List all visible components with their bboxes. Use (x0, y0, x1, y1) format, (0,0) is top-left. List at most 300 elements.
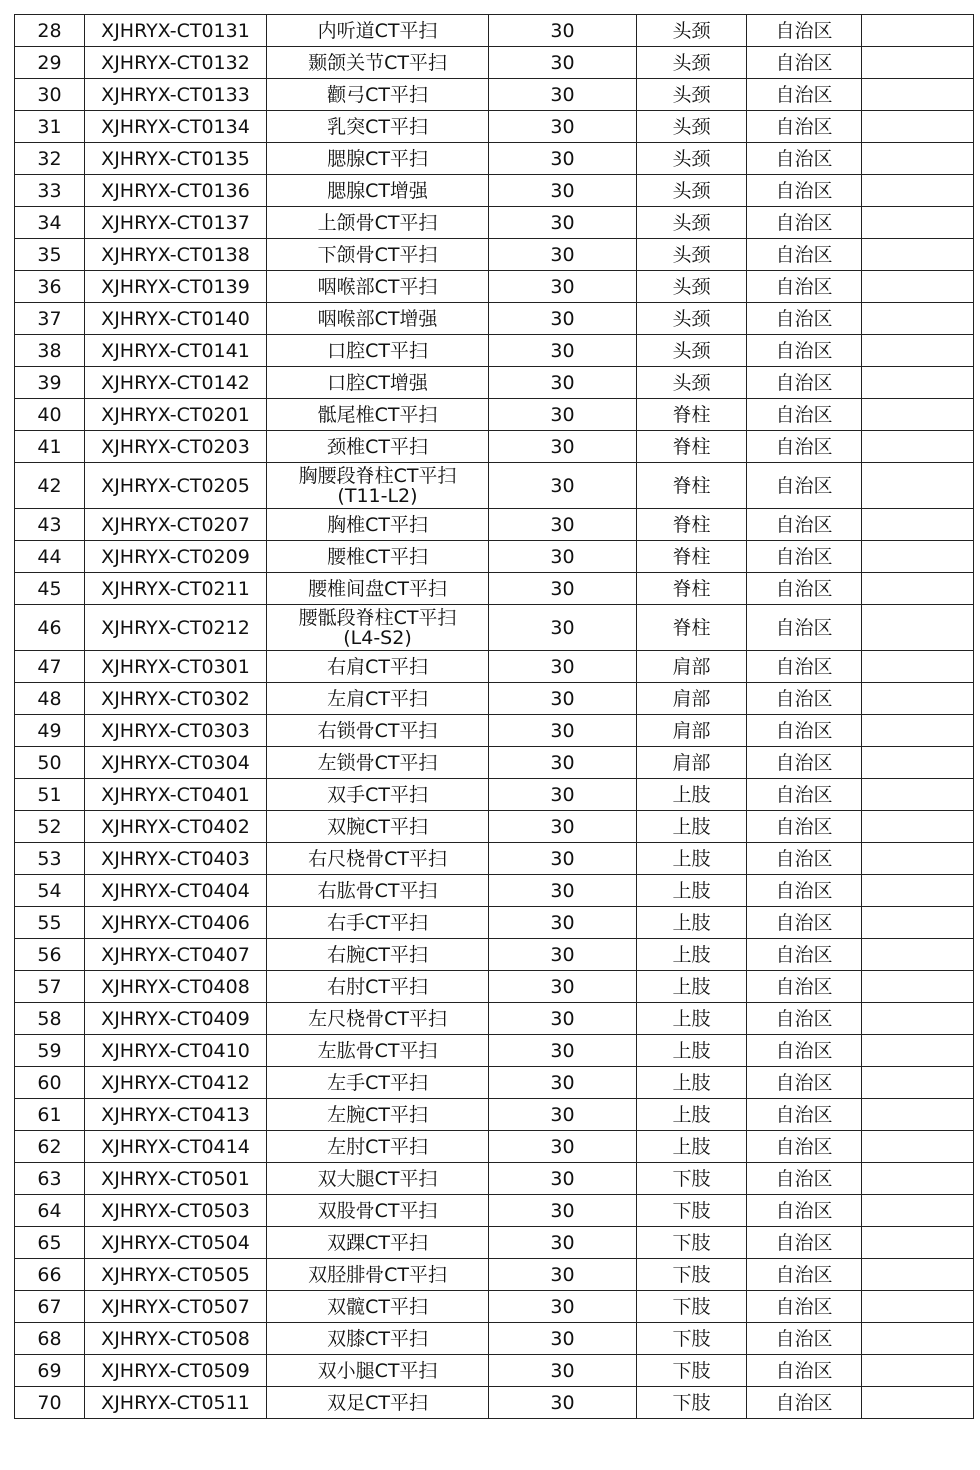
table-row (15, 143, 974, 175)
price-cell: 30 (489, 683, 637, 715)
item-name-cell: 咽喉部CT平扫 (267, 271, 489, 303)
scope-cell: 自治区 (747, 15, 862, 47)
item-code-cell: XJHRYX-CT0141 (85, 335, 267, 367)
price-cell: 30 (489, 207, 637, 239)
price-cell: 30 (489, 651, 637, 683)
item-name-cell: 右肩CT平扫 (267, 651, 489, 683)
table-row (15, 715, 974, 747)
row-number-cell: 62 (15, 1131, 85, 1163)
price-cell: 30 (489, 541, 637, 573)
item-code-cell: XJHRYX-CT0404 (85, 875, 267, 907)
note-cell (862, 399, 974, 431)
scope-cell: 自治区 (747, 509, 862, 541)
note-cell (862, 463, 974, 509)
item-code-cell: XJHRYX-CT0301 (85, 651, 267, 683)
body-part-cell: 头颈 (637, 111, 747, 143)
note-cell (862, 1323, 974, 1355)
table-row (15, 1355, 974, 1387)
row-number-cell: 33 (15, 175, 85, 207)
note-cell (862, 431, 974, 463)
row-number-cell: 36 (15, 271, 85, 303)
scope-cell: 自治区 (747, 683, 862, 715)
note-cell (862, 175, 974, 207)
note-cell (862, 939, 974, 971)
note-cell (862, 1035, 974, 1067)
body-part-cell: 下肢 (637, 1355, 747, 1387)
note-cell (862, 715, 974, 747)
body-part-cell: 头颈 (637, 79, 747, 111)
scope-cell: 自治区 (747, 875, 862, 907)
scope-cell: 自治区 (747, 431, 862, 463)
item-name-cell (267, 605, 489, 651)
item-name-cell: 腮腺CT增强 (267, 175, 489, 207)
row-number-cell: 35 (15, 239, 85, 271)
price-cell: 30 (489, 399, 637, 431)
item-name-cell: 上颌骨CT平扫 (267, 207, 489, 239)
price-cell: 30 (489, 605, 637, 651)
scope-cell: 自治区 (747, 47, 862, 79)
row-number-cell: 50 (15, 747, 85, 779)
item-name-cell: 双胫腓骨CT平扫 (267, 1259, 489, 1291)
note-cell (862, 747, 974, 779)
item-code-cell: XJHRYX-CT0507 (85, 1291, 267, 1323)
table-row (15, 303, 974, 335)
item-code-cell: XJHRYX-CT0140 (85, 303, 267, 335)
price-cell: 30 (489, 47, 637, 79)
row-number-cell: 52 (15, 811, 85, 843)
body-part-cell: 头颈 (637, 367, 747, 399)
body-part-cell: 上肢 (637, 1067, 747, 1099)
item-code-cell: XJHRYX-CT0511 (85, 1387, 267, 1419)
body-part-cell: 肩部 (637, 747, 747, 779)
body-part-cell: 上肢 (637, 971, 747, 1003)
item-code-cell: XJHRYX-CT0134 (85, 111, 267, 143)
note-cell (862, 239, 974, 271)
row-number-cell: 28 (15, 15, 85, 47)
table-row (15, 15, 974, 47)
ct-item-table (14, 14, 974, 1419)
price-cell: 30 (489, 811, 637, 843)
item-code-cell: XJHRYX-CT0131 (85, 15, 267, 47)
scope-cell: 自治区 (747, 1067, 862, 1099)
note-cell (862, 1227, 974, 1259)
item-code-cell: XJHRYX-CT0505 (85, 1259, 267, 1291)
row-number-cell: 59 (15, 1035, 85, 1067)
row-number-cell: 53 (15, 843, 85, 875)
row-number-cell: 38 (15, 335, 85, 367)
price-cell: 30 (489, 971, 637, 1003)
price-cell: 30 (489, 1131, 637, 1163)
note-cell (862, 811, 974, 843)
item-code-cell: XJHRYX-CT0413 (85, 1099, 267, 1131)
note-cell (862, 509, 974, 541)
table-row (15, 1099, 974, 1131)
note-cell (862, 111, 974, 143)
scope-cell: 自治区 (747, 367, 862, 399)
body-part-cell: 头颈 (637, 143, 747, 175)
body-part-cell: 头颈 (637, 303, 747, 335)
item-name-cell: 双髋CT平扫 (267, 1291, 489, 1323)
scope-cell: 自治区 (747, 1355, 862, 1387)
body-part-cell: 脊柱 (637, 463, 747, 509)
item-code-cell: XJHRYX-CT0414 (85, 1131, 267, 1163)
table-row (15, 1195, 974, 1227)
item-name-cell: 腰椎CT平扫 (267, 541, 489, 573)
note-cell (862, 47, 974, 79)
item-name-cell: 腮腺CT平扫 (267, 143, 489, 175)
row-number-cell: 57 (15, 971, 85, 1003)
scope-cell: 自治区 (747, 271, 862, 303)
body-part-cell: 下肢 (637, 1291, 747, 1323)
item-name-line-1: 腰骶段脊柱CT平扫 (298, 606, 457, 629)
table-row (15, 683, 974, 715)
table-row (15, 1259, 974, 1291)
item-code-cell: XJHRYX-CT0407 (85, 939, 267, 971)
note-cell (862, 1355, 974, 1387)
scope-cell: 自治区 (747, 1035, 862, 1067)
item-code-cell: XJHRYX-CT0412 (85, 1067, 267, 1099)
body-part-cell: 头颈 (637, 175, 747, 207)
price-cell: 30 (489, 367, 637, 399)
item-code-cell: XJHRYX-CT0209 (85, 541, 267, 573)
body-part-cell: 头颈 (637, 335, 747, 367)
price-cell: 30 (489, 271, 637, 303)
table-row (15, 1131, 974, 1163)
item-name-line-2: (L4-S2) (343, 626, 412, 649)
table-row (15, 1163, 974, 1195)
row-number-cell: 29 (15, 47, 85, 79)
table-row (15, 463, 974, 509)
note-cell (862, 207, 974, 239)
price-cell: 30 (489, 239, 637, 271)
row-number-cell: 41 (15, 431, 85, 463)
scope-cell: 自治区 (747, 747, 862, 779)
table-row (15, 111, 974, 143)
row-number-cell: 69 (15, 1355, 85, 1387)
price-cell: 30 (489, 1387, 637, 1419)
item-code-cell: XJHRYX-CT0406 (85, 907, 267, 939)
row-number-cell: 43 (15, 509, 85, 541)
row-number-cell: 45 (15, 573, 85, 605)
row-number-cell: 58 (15, 1003, 85, 1035)
body-part-cell: 上肢 (637, 907, 747, 939)
scope-cell: 自治区 (747, 335, 862, 367)
item-name-cell: 内听道CT平扫 (267, 15, 489, 47)
note-cell (862, 651, 974, 683)
row-number-cell: 66 (15, 1259, 85, 1291)
price-cell: 30 (489, 431, 637, 463)
note-cell (862, 1387, 974, 1419)
item-code-cell: XJHRYX-CT0403 (85, 843, 267, 875)
scope-cell: 自治区 (747, 651, 862, 683)
item-name-cell: 双小腿CT平扫 (267, 1355, 489, 1387)
item-name-cell: 胸椎CT平扫 (267, 509, 489, 541)
scope-cell: 自治区 (747, 463, 862, 509)
item-code-cell: XJHRYX-CT0304 (85, 747, 267, 779)
table-row (15, 239, 974, 271)
body-part-cell: 上肢 (637, 811, 747, 843)
body-part-cell: 头颈 (637, 207, 747, 239)
note-cell (862, 15, 974, 47)
scope-cell: 自治区 (747, 239, 862, 271)
price-cell: 30 (489, 1003, 637, 1035)
note-cell (862, 1067, 974, 1099)
item-name-cell: 右肱骨CT平扫 (267, 875, 489, 907)
row-number-cell: 40 (15, 399, 85, 431)
note-cell (862, 367, 974, 399)
note-cell (862, 573, 974, 605)
table-row (15, 431, 974, 463)
body-part-cell: 下肢 (637, 1323, 747, 1355)
body-part-cell: 上肢 (637, 1003, 747, 1035)
item-code-cell: XJHRYX-CT0139 (85, 271, 267, 303)
table-row (15, 747, 974, 779)
row-number-cell: 64 (15, 1195, 85, 1227)
item-name-cell: 左锁骨CT平扫 (267, 747, 489, 779)
scope-cell: 自治区 (747, 715, 862, 747)
item-name-cell: 双腕CT平扫 (267, 811, 489, 843)
body-part-cell: 脊柱 (637, 605, 747, 651)
body-part-cell: 脊柱 (637, 541, 747, 573)
item-name-cell: 骶尾椎CT平扫 (267, 399, 489, 431)
item-name-cell: 右尺桡骨CT平扫 (267, 843, 489, 875)
item-name-cell: 左肘CT平扫 (267, 1131, 489, 1163)
note-cell (862, 1195, 974, 1227)
row-number-cell: 47 (15, 651, 85, 683)
row-number-cell: 46 (15, 605, 85, 651)
note-cell (862, 907, 974, 939)
item-code-cell: XJHRYX-CT0302 (85, 683, 267, 715)
scope-cell: 自治区 (747, 1387, 862, 1419)
item-name-cell: 双足CT平扫 (267, 1387, 489, 1419)
price-cell: 30 (489, 907, 637, 939)
note-cell (862, 303, 974, 335)
price-cell: 30 (489, 1323, 637, 1355)
scope-cell: 自治区 (747, 1099, 862, 1131)
item-name-cell: 右肘CT平扫 (267, 971, 489, 1003)
item-name-cell: 咽喉部CT增强 (267, 303, 489, 335)
item-code-cell: XJHRYX-CT0133 (85, 79, 267, 111)
item-name-cell: 下颌骨CT平扫 (267, 239, 489, 271)
note-cell (862, 541, 974, 573)
scope-cell: 自治区 (747, 907, 862, 939)
note-cell (862, 1259, 974, 1291)
table-row (15, 907, 974, 939)
price-cell: 30 (489, 1099, 637, 1131)
item-code-cell: XJHRYX-CT0504 (85, 1227, 267, 1259)
table-row (15, 399, 974, 431)
item-code-cell: XJHRYX-CT0508 (85, 1323, 267, 1355)
price-cell: 30 (489, 463, 637, 509)
scope-cell: 自治区 (747, 207, 862, 239)
row-number-cell: 56 (15, 939, 85, 971)
body-part-cell: 上肢 (637, 1035, 747, 1067)
price-cell: 30 (489, 1355, 637, 1387)
row-number-cell: 44 (15, 541, 85, 573)
item-name-cell: 右手CT平扫 (267, 907, 489, 939)
row-number-cell: 70 (15, 1387, 85, 1419)
body-part-cell: 上肢 (637, 939, 747, 971)
table-row (15, 651, 974, 683)
body-part-cell: 上肢 (637, 1099, 747, 1131)
row-number-cell: 48 (15, 683, 85, 715)
table-row (15, 1227, 974, 1259)
item-code-cell: XJHRYX-CT0136 (85, 175, 267, 207)
item-code-cell: XJHRYX-CT0132 (85, 47, 267, 79)
table-row (15, 79, 974, 111)
scope-cell: 自治区 (747, 1003, 862, 1035)
body-part-cell: 脊柱 (637, 509, 747, 541)
row-number-cell: 55 (15, 907, 85, 939)
scope-cell: 自治区 (747, 111, 862, 143)
table-row (15, 573, 974, 605)
body-part-cell: 下肢 (637, 1259, 747, 1291)
item-name-cell: 左肩CT平扫 (267, 683, 489, 715)
note-cell (862, 1131, 974, 1163)
price-cell: 30 (489, 715, 637, 747)
item-name-cell: 右锁骨CT平扫 (267, 715, 489, 747)
table-row (15, 1003, 974, 1035)
price-cell: 30 (489, 1195, 637, 1227)
item-name-cell: 双膝CT平扫 (267, 1323, 489, 1355)
price-cell: 30 (489, 1259, 637, 1291)
body-part-cell: 上肢 (637, 779, 747, 811)
table-row (15, 939, 974, 971)
row-number-cell: 51 (15, 779, 85, 811)
body-part-cell: 肩部 (637, 683, 747, 715)
table-row (15, 207, 974, 239)
scope-cell: 自治区 (747, 399, 862, 431)
row-number-cell: 30 (15, 79, 85, 111)
table-row (15, 843, 974, 875)
body-part-cell: 上肢 (637, 1131, 747, 1163)
item-name-cell: 双踝CT平扫 (267, 1227, 489, 1259)
note-cell (862, 1291, 974, 1323)
scope-cell: 自治区 (747, 971, 862, 1003)
row-number-cell: 32 (15, 143, 85, 175)
scope-cell: 自治区 (747, 1323, 862, 1355)
note-cell (862, 779, 974, 811)
note-cell (862, 875, 974, 907)
note-cell (862, 79, 974, 111)
note-cell (862, 605, 974, 651)
price-cell: 30 (489, 111, 637, 143)
table-row (15, 1387, 974, 1419)
table-row (15, 47, 974, 79)
row-number-cell: 63 (15, 1163, 85, 1195)
item-code-cell: XJHRYX-CT0402 (85, 811, 267, 843)
body-part-cell: 头颈 (637, 15, 747, 47)
scope-cell: 自治区 (747, 1227, 862, 1259)
item-code-cell: XJHRYX-CT0409 (85, 1003, 267, 1035)
item-code-cell: XJHRYX-CT0205 (85, 463, 267, 509)
item-name-cell: 颈椎CT平扫 (267, 431, 489, 463)
body-part-cell: 下肢 (637, 1195, 747, 1227)
item-code-cell: XJHRYX-CT0410 (85, 1035, 267, 1067)
table-row (15, 1035, 974, 1067)
table-body (15, 15, 974, 1419)
note-cell (862, 271, 974, 303)
item-name-cell: 双股骨CT平扫 (267, 1195, 489, 1227)
item-name-cell: 口腔CT平扫 (267, 335, 489, 367)
scope-cell: 自治区 (747, 779, 862, 811)
price-cell: 30 (489, 1227, 637, 1259)
table-row (15, 605, 974, 651)
scope-cell: 自治区 (747, 1131, 862, 1163)
item-code-cell: XJHRYX-CT0135 (85, 143, 267, 175)
body-part-cell: 头颈 (637, 47, 747, 79)
item-name-cell: 左腕CT平扫 (267, 1099, 489, 1131)
item-code-cell: XJHRYX-CT0138 (85, 239, 267, 271)
scope-cell: 自治区 (747, 1291, 862, 1323)
table-row (15, 367, 974, 399)
scope-cell: 自治区 (747, 939, 862, 971)
table-row (15, 335, 974, 367)
note-cell (862, 1003, 974, 1035)
scope-cell: 自治区 (747, 175, 862, 207)
body-part-cell: 上肢 (637, 843, 747, 875)
item-name-cell: 腰椎间盘CT平扫 (267, 573, 489, 605)
row-number-cell: 31 (15, 111, 85, 143)
body-part-cell: 脊柱 (637, 573, 747, 605)
note-cell (862, 335, 974, 367)
row-number-cell: 39 (15, 367, 85, 399)
scope-cell: 自治区 (747, 1163, 862, 1195)
note-cell (862, 1163, 974, 1195)
row-number-cell: 67 (15, 1291, 85, 1323)
row-number-cell: 54 (15, 875, 85, 907)
price-cell: 30 (489, 1291, 637, 1323)
body-part-cell: 脊柱 (637, 399, 747, 431)
scope-cell: 自治区 (747, 79, 862, 111)
item-name-cell: 口腔CT增强 (267, 367, 489, 399)
item-name-cell: 左手CT平扫 (267, 1067, 489, 1099)
item-name-line-2: (T11-L2) (337, 484, 418, 507)
price-cell: 30 (489, 335, 637, 367)
price-cell: 30 (489, 1067, 637, 1099)
item-name-cell (267, 463, 489, 509)
body-part-cell: 下肢 (637, 1163, 747, 1195)
table-row (15, 541, 974, 573)
price-cell: 30 (489, 79, 637, 111)
item-code-cell: XJHRYX-CT0401 (85, 779, 267, 811)
table-row (15, 875, 974, 907)
item-name-line-1: 胸腰段脊柱CT平扫 (298, 464, 457, 487)
price-cell: 30 (489, 1035, 637, 1067)
price-cell: 30 (489, 573, 637, 605)
item-code-cell: XJHRYX-CT0503 (85, 1195, 267, 1227)
body-part-cell: 下肢 (637, 1227, 747, 1259)
item-code-cell: XJHRYX-CT0203 (85, 431, 267, 463)
item-name-cell: 颧弓CT平扫 (267, 79, 489, 111)
price-cell: 30 (489, 15, 637, 47)
body-part-cell: 肩部 (637, 651, 747, 683)
row-number-cell: 37 (15, 303, 85, 335)
table-row (15, 779, 974, 811)
price-cell: 30 (489, 939, 637, 971)
item-code-cell: XJHRYX-CT0211 (85, 573, 267, 605)
row-number-cell: 49 (15, 715, 85, 747)
body-part-cell: 头颈 (637, 271, 747, 303)
row-number-cell: 65 (15, 1227, 85, 1259)
price-cell: 30 (489, 843, 637, 875)
item-name-cell: 双手CT平扫 (267, 779, 489, 811)
item-name-cell: 左尺桡骨CT平扫 (267, 1003, 489, 1035)
scope-cell: 自治区 (747, 843, 862, 875)
scope-cell: 自治区 (747, 303, 862, 335)
row-number-cell: 42 (15, 463, 85, 509)
price-cell: 30 (489, 175, 637, 207)
